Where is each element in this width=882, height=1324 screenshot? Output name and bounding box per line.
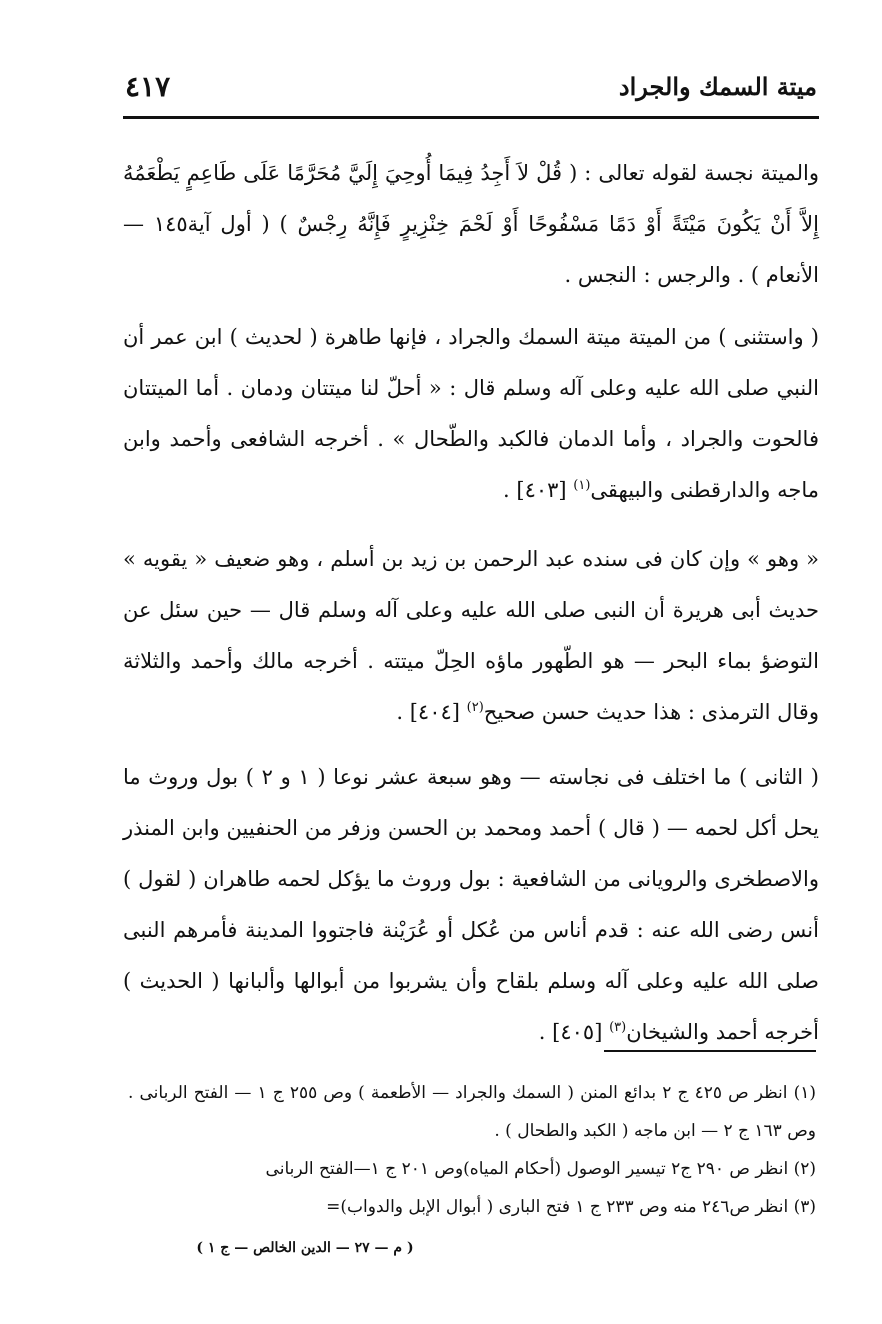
paragraph-fish-locust-exception — [123, 312, 819, 516]
footnotes — [128, 1074, 816, 1226]
header-rule — [123, 116, 819, 119]
main-text — [123, 148, 819, 1058]
footnote-3: (٣) انظر ص٢٤٦ منه وص ٢٣٣ ج ١ فتح البارى ( أبوال الإبل والدواب)= — [326, 1197, 816, 1217]
hadith-number: [٤٠٣] . — [503, 478, 574, 502]
paragraph-sea-water-hadith — [123, 534, 819, 738]
paragraph-text: ( واستثنى ) من الميتة ميتة السمك والجراد ، فإنها طاهرة ( لحديث ) ابن عمر أن النبي صلى الله عليه وعلى آله وسلم قال : « أحلّ لنا ميتتان ودمان . أما الميتتان فالحوت والجراد ، وأما الدمان فالكبد والطّحال » . أخرجه الشافعى وأحمد وابن ماجه والدارقطنى والبيهقى — [123, 325, 819, 502]
printer-signature: ( م — ٢٧ — الدين الخالص — ج ١ ) — [196, 1240, 414, 1256]
page-header — [125, 62, 817, 110]
footnote-ref-2[interactable]: (٢) — [466, 700, 484, 715]
footnote-2: (٢) انظر ص ٢٩٠ ج٢ تيسير الوصول (أحكام المياه)وص ٢٠١ ج ١—الفتح الربانى — [265, 1159, 816, 1179]
page-number: ٤١٧ — [125, 69, 171, 103]
footnote-ref-1[interactable]: (١) — [573, 478, 591, 493]
footnote-ref-3[interactable]: (٣) — [609, 1020, 627, 1035]
paragraph-disputed-impurities — [123, 752, 819, 1058]
footnote-separator — [604, 1050, 816, 1052]
paragraph-impurity-of-carrion: والميتة نجسة لقوله تعالى : ( قُلْ لاَ أَجِدُ فِيمَا أُوحِيَ إِلَيَّ مُحَرَّمًا عَلَى طَاعِمٍ يَطْعَمُهُ إِلاَّ أَنْ يَكُونَ مَيْتَةً أَوْ دَمًا مَسْفُوحًا أَوْ لَحْمَ خِنْزِيرٍ فَإِنَّهُ رِجْسٌ ) ( أول آية١٤٥ — الأنعام ) . والرجس : النجس . — [123, 161, 819, 287]
running-title: ميتة السمك والجراد — [618, 71, 817, 101]
paragraph-text: ( الثانى ) ما اختلف فى نجاسته — وهو سبعة عشر نوعا ( ١ و ٢ ) بول وروث ما يحل أكل لحمه — ( قال ) أحمد ومحمد بن الحسن وزفر من الحنفيين وابن المنذر والاصطخرى والرويانى من الشافعية : بول وروث ما يؤكل لحمه طاهران ( لقول ) أنس رضى الله عنه : قدم أناس من عُكل أو عُرَيْنة فاجتووا المدينة فأمرهم النبى صلى الله عليه وعلى آله وسلم بلقاح وأن يشربوا من أبوالها وألبانها ( الحديث ) أخرجه أحمد والشيخان — [123, 765, 819, 1044]
hadith-number: [٤٠٥] . — [538, 1020, 610, 1044]
paragraph-text: « وهو » وإن كان فى سنده عبد الرحمن بن زيد بن أسلم ، وهو ضعيف « يقويه » حديث أبى هريرة أن النبى صلى الله عليه وعلى آله وسلم قال — حين سئل عن التوضؤ بماء البحر — هو الطّهور ماؤه الحِلّ ميتته . أخرجه مالك وأحمد والثلاثة وقال الترمذى : هذا حديث حسن صحيح — [123, 547, 819, 724]
footnote-1: (١) انظر ص ٤٢٥ ج ٢ بدائع المنن ( السمك والجراد — الأطعمة ) وص ٢٥٥ ج ١ — الفتح الربانى . وص ١٦٣ ج ٢ — ابن ماجه ( الكبد والطحال ) . — [128, 1083, 817, 1141]
hadith-number: [٤٠٤] . — [396, 700, 467, 724]
